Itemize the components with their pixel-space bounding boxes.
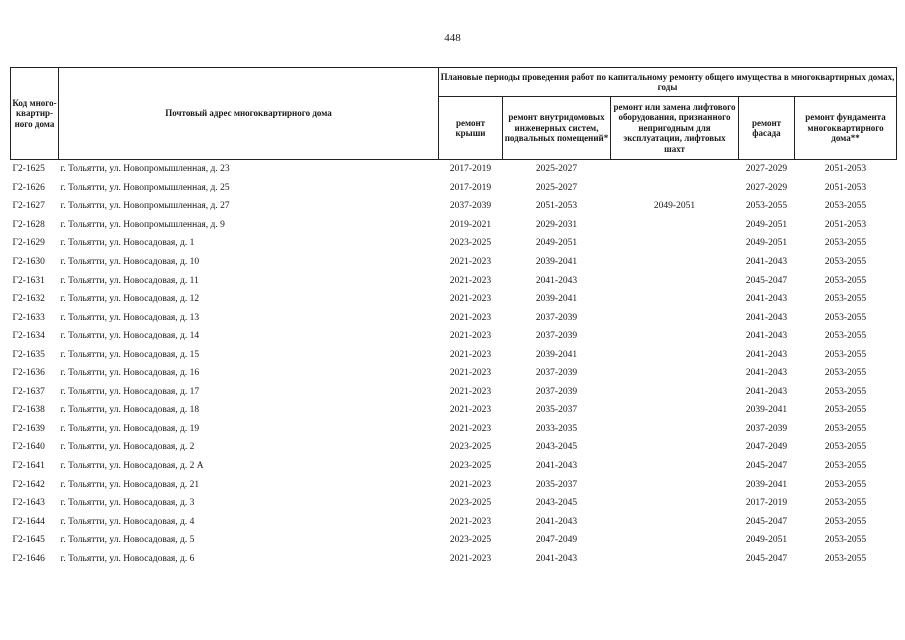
cell-elevator [611, 494, 739, 513]
table-row [11, 401, 897, 420]
cell-utilities: 2041-2043 [535, 461, 578, 472]
cell-facade: 2041-2043 [745, 368, 788, 379]
cell-code: Г2-1635 [12, 349, 45, 360]
cell-address: г. Тольятти, ул. Новосадовая, д. 19 [60, 423, 200, 434]
cell-facade: 2017-2019 [745, 498, 788, 509]
cell-facade: 2041-2043 [745, 257, 788, 267]
cell-elevator [611, 531, 739, 550]
table-row [11, 512, 897, 531]
cell-foundation: 2053-2055 [824, 498, 867, 509]
cell-elevator [611, 401, 739, 420]
cell-roof: 2019-2021 [449, 219, 492, 230]
cell-utilities: 2037-2039 [535, 312, 578, 323]
cell-roof: 2021-2023 [449, 312, 492, 323]
cell-roof: 2023-2025 [449, 498, 492, 509]
cell-facade: 2045-2047 [745, 461, 788, 472]
table-row [11, 438, 897, 457]
cell-roof: 2021-2023 [449, 516, 492, 527]
cell-utilities: 2029-2031 [535, 219, 578, 230]
cell-roof: 2017-2019 [449, 182, 492, 193]
cell-facade: 2041-2043 [745, 386, 788, 397]
cell-foundation: 2053-2055 [824, 461, 867, 472]
cell-utilities: 2037-2039 [535, 331, 578, 342]
cell-address: г. Тольятти, ул. Новосадовая, д. 10 [60, 257, 200, 267]
cell-elevator: 2049-2051 [653, 201, 696, 212]
cell-elevator [611, 160, 739, 179]
cell-facade: 2027-2029 [745, 164, 788, 175]
header-utilities: ремонт внутридомовых инженерных систем, подвальных помещений* [503, 97, 611, 160]
cell-address: г. Тольятти, ул. Новосадовая, д. 12 [60, 294, 200, 305]
cell-address: г. Тольятти, ул. Новопромышленная, д. 25 [60, 182, 230, 193]
cell-code: Г2-1644 [12, 516, 45, 527]
cell-roof: 2037-2039 [449, 201, 492, 212]
cell-elevator [611, 179, 739, 198]
cell-foundation: 2053-2055 [824, 535, 867, 546]
cell-address: г. Тольятти, ул. Новосадовая, д. 11 [60, 275, 199, 286]
cell-elevator [611, 216, 739, 235]
cell-facade: 2041-2043 [745, 331, 788, 342]
cell-address: г. Тольятти, ул. Новосадовая, д. 16 [60, 368, 200, 379]
cell-code: Г2-1642 [12, 479, 45, 490]
cell-facade: 2037-2039 [745, 423, 788, 434]
cell-utilities: 2025-2027 [535, 164, 578, 175]
cell-utilities: 2039-2041 [535, 257, 578, 267]
cell-facade: 2039-2041 [745, 405, 788, 416]
cell-utilities: 2043-2045 [535, 498, 578, 509]
cell-elevator [611, 253, 739, 272]
cell-roof: 2023-2025 [449, 461, 492, 472]
cell-utilities: 2039-2041 [535, 294, 578, 305]
cell-address: г. Тольятти, ул. Новосадовая, д. 21 [60, 479, 200, 490]
cell-address: г. Тольятти, ул. Новосадовая, д. 18 [60, 405, 200, 416]
cell-foundation: 2053-2055 [824, 201, 867, 212]
table-row [11, 253, 897, 272]
cell-code: Г2-1628 [12, 219, 45, 230]
cell-code: Г2-1636 [12, 368, 45, 379]
cell-foundation: 2053-2055 [824, 257, 867, 267]
cell-foundation: 2051-2053 [824, 219, 867, 230]
cell-utilities: 2035-2037 [535, 405, 578, 416]
cell-roof: 2021-2023 [449, 553, 492, 564]
cell-facade: 2041-2043 [745, 312, 788, 323]
cell-elevator [611, 345, 739, 364]
header-foundation: ремонт фундамента многоквартирного дома** [795, 97, 897, 160]
cell-roof: 2021-2023 [449, 275, 492, 286]
cell-foundation: 2053-2055 [824, 312, 867, 323]
cell-code: Г2-1632 [12, 294, 45, 305]
cell-facade: 2027-2029 [745, 182, 788, 193]
cell-code: Г2-1646 [12, 553, 45, 564]
table-row [11, 531, 897, 550]
table-row [11, 197, 897, 216]
cell-elevator [611, 475, 739, 494]
table-row [11, 179, 897, 198]
cell-foundation: 2053-2055 [824, 275, 867, 286]
cell-utilities: 2047-2049 [535, 535, 578, 546]
cell-facade: 2045-2047 [745, 516, 788, 527]
cell-elevator [611, 290, 739, 309]
table-row [11, 234, 897, 253]
repair-schedule-table [10, 67, 897, 568]
cell-roof: 2021-2023 [449, 405, 492, 416]
cell-utilities: 2037-2039 [535, 368, 578, 379]
cell-address: г. Тольятти, ул. Новосадовая, д. 4 [60, 516, 195, 527]
cell-elevator [611, 308, 739, 327]
cell-elevator [611, 271, 739, 290]
cell-address: г. Тольятти, ул. Новосадовая, д. 2 А [60, 461, 204, 472]
cell-address: г. Тольятти, ул. Новопромышленная, д. 9 [60, 219, 225, 230]
cell-code: Г2-1630 [12, 257, 45, 267]
cell-address: г. Тольятти, ул. Новосадовая, д. 1 [60, 238, 195, 249]
cell-address: г. Тольятти, ул. Новосадовая, д. 5 [60, 535, 195, 546]
cell-address: г. Тольятти, ул. Новопромышленная, д. 23 [60, 164, 230, 175]
cell-utilities: 2041-2043 [535, 553, 578, 564]
header-facade: ремонт фасада [739, 97, 795, 160]
cell-facade: 2049-2051 [745, 535, 788, 546]
table-header [11, 68, 897, 160]
table-row [11, 290, 897, 309]
cell-code: Г2-1631 [12, 275, 45, 286]
cell-facade: 2047-2049 [745, 442, 788, 453]
page-number: 448 [444, 32, 461, 44]
cell-address: г. Тольятти, ул. Новосадовая, д. 14 [60, 331, 200, 342]
cell-code: Г2-1641 [12, 461, 45, 472]
table-row [11, 549, 897, 568]
cell-address: г. Тольятти, ул. Новосадовая, д. 17 [60, 386, 200, 397]
cell-facade: 2039-2041 [745, 479, 788, 490]
table-row [11, 475, 897, 494]
cell-foundation: 2053-2055 [824, 294, 867, 305]
cell-elevator [611, 549, 739, 568]
cell-foundation: 2053-2055 [824, 405, 867, 416]
cell-foundation: 2053-2055 [824, 331, 867, 342]
cell-foundation: 2053-2055 [824, 349, 867, 360]
cell-foundation: 2053-2055 [824, 238, 867, 249]
table-row [11, 345, 897, 364]
cell-code: Г2-1639 [12, 423, 45, 434]
header-periods-group: Плановые периоды проведения работ по капитальному ремонту общего имущества в многоквартирных домах, годы [439, 68, 897, 97]
cell-roof: 2021-2023 [449, 331, 492, 342]
cell-facade: 2049-2051 [745, 219, 788, 230]
cell-elevator [611, 383, 739, 402]
cell-code: Г2-1625 [12, 164, 45, 175]
cell-utilities: 2043-2045 [535, 442, 578, 453]
table-row [11, 494, 897, 513]
cell-utilities: 2033-2035 [535, 423, 578, 434]
cell-roof: 2023-2025 [449, 442, 492, 453]
cell-foundation: 2053-2055 [824, 553, 867, 564]
cell-utilities: 2037-2039 [535, 386, 578, 397]
cell-code: Г2-1633 [12, 312, 45, 323]
cell-roof: 2021-2023 [449, 479, 492, 490]
cell-utilities: 2051-2053 [535, 201, 578, 212]
cell-code: Г2-1626 [12, 182, 45, 193]
cell-roof: 2021-2023 [449, 423, 492, 434]
table-row [11, 216, 897, 235]
cell-elevator [611, 327, 739, 346]
cell-roof: 2021-2023 [449, 386, 492, 397]
cell-facade: 2041-2043 [745, 349, 788, 360]
cell-utilities: 2049-2051 [535, 238, 578, 249]
cell-facade: 2041-2043 [745, 294, 788, 305]
cell-foundation: 2053-2055 [824, 479, 867, 490]
cell-elevator [611, 420, 739, 439]
header-elevator: ремонт или замена лифтового оборудования, признанного непригодным для эксплуатации, лифтовых шахт [611, 97, 739, 160]
cell-foundation: 2053-2055 [824, 368, 867, 379]
cell-code: Г2-1634 [12, 331, 45, 342]
cell-code: Г2-1637 [12, 386, 45, 397]
cell-facade: 2045-2047 [745, 553, 788, 564]
cell-utilities: 2041-2043 [535, 516, 578, 527]
cell-facade: 2053-2055 [745, 201, 788, 212]
cell-code: Г2-1629 [12, 238, 45, 249]
table-row [11, 160, 897, 179]
cell-elevator [611, 364, 739, 383]
table-row [11, 308, 897, 327]
cell-address: г. Тольятти, ул. Новосадовая, д. 2 [60, 442, 195, 453]
cell-facade: 2045-2047 [745, 275, 788, 286]
cell-foundation: 2053-2055 [824, 386, 867, 397]
cell-address: г. Тольятти, ул. Новосадовая, д. 6 [60, 553, 195, 564]
cell-roof: 2023-2025 [449, 238, 492, 249]
cell-code: Г2-1645 [12, 535, 45, 546]
cell-code: Г2-1638 [12, 405, 45, 416]
cell-roof: 2021-2023 [449, 349, 492, 360]
cell-elevator [611, 234, 739, 253]
cell-elevator [611, 457, 739, 476]
cell-roof: 2021-2023 [449, 368, 492, 379]
cell-elevator [611, 438, 739, 457]
header-roof: ремонт крыши [439, 97, 503, 160]
cell-foundation: 2051-2053 [824, 164, 867, 175]
table-row [11, 383, 897, 402]
table-row [11, 420, 897, 439]
cell-address: г. Тольятти, ул. Новосадовая, д. 3 [60, 498, 195, 509]
cell-elevator [611, 512, 739, 531]
cell-address: г. Тольятти, ул. Новосадовая, д. 13 [60, 312, 200, 323]
cell-utilities: 2041-2043 [535, 275, 578, 286]
cell-code: Г2-1640 [12, 442, 45, 453]
table-body [11, 160, 897, 569]
cell-roof: 2021-2023 [449, 257, 492, 267]
table-row [11, 364, 897, 383]
cell-roof: 2021-2023 [449, 294, 492, 305]
cell-foundation: 2053-2055 [824, 423, 867, 434]
cell-address: г. Тольятти, ул. Новопромышленная, д. 27 [60, 201, 230, 212]
cell-roof: 2023-2025 [449, 535, 492, 546]
cell-utilities: 2035-2037 [535, 479, 578, 490]
header-address: Почтовый адрес многоквартирного дома [59, 68, 439, 160]
cell-foundation: 2053-2055 [824, 516, 867, 527]
cell-code: Г2-1643 [12, 498, 45, 509]
table-row [11, 457, 897, 476]
header-code: Код много-квартир-ного дома [11, 68, 59, 160]
cell-foundation: 2051-2053 [824, 182, 867, 193]
cell-address: г. Тольятти, ул. Новосадовая, д. 15 [60, 349, 200, 360]
cell-facade: 2049-2051 [745, 238, 788, 249]
cell-code: Г2-1627 [12, 201, 45, 212]
cell-foundation: 2053-2055 [824, 442, 867, 453]
table-row [11, 327, 897, 346]
cell-utilities: 2025-2027 [535, 182, 578, 193]
table-row [11, 271, 897, 290]
cell-roof: 2017-2019 [449, 164, 492, 175]
cell-utilities: 2039-2041 [535, 349, 578, 360]
